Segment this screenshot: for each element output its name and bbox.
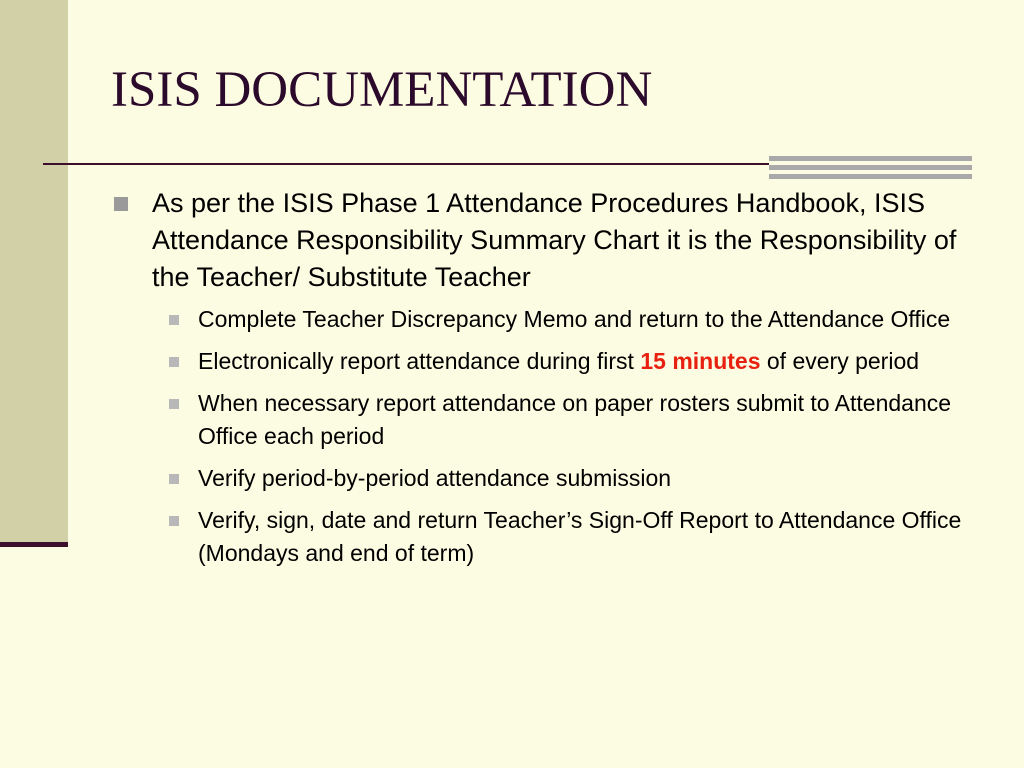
slide-title: ISIS DOCUMENTATION bbox=[111, 62, 653, 118]
left-bar-divider bbox=[0, 542, 68, 547]
left-decorative-bar bbox=[0, 0, 68, 545]
sub-bullet-text-after: of every period bbox=[760, 348, 920, 374]
sub-bullet-item bbox=[113, 387, 988, 453]
square-bullet-icon bbox=[169, 474, 179, 484]
sub-bullet-text: When necessary report attendance on paper rosters submit to Attendance Office each period bbox=[198, 390, 952, 449]
sub-bullet-item bbox=[113, 504, 988, 570]
sub-bullet-text: Verify, sign, date and return Teacher’s Sign-Off Report to Attendance Office (Mondays and end of term) bbox=[198, 507, 962, 566]
decorative-grey-bars bbox=[769, 156, 972, 180]
sub-bullet-text: Complete Teacher Discrepancy Memo and return to the Attendance Office bbox=[198, 306, 951, 332]
sub-bullet-list bbox=[113, 303, 993, 570]
sub-bullet-item bbox=[113, 303, 988, 336]
main-bullet-text: As per the ISIS Phase 1 Attendance Procedures Handbook, ISIS Attendance Responsibility Summary Chart it is the Responsibility of the Teacher/ Substitute Teacher bbox=[152, 188, 957, 292]
square-bullet-icon bbox=[114, 197, 128, 211]
highlight-text: 15 minutes bbox=[640, 348, 761, 374]
sub-bullet-item bbox=[113, 345, 988, 378]
square-bullet-icon bbox=[169, 399, 179, 409]
sub-bullet-item bbox=[113, 462, 988, 495]
square-bullet-icon bbox=[169, 516, 179, 526]
main-bullet bbox=[113, 185, 993, 296]
square-bullet-icon bbox=[169, 315, 179, 325]
title-divider bbox=[43, 163, 769, 165]
sub-bullet-text: Verify period-by-period attendance submission bbox=[198, 465, 672, 491]
square-bullet-icon bbox=[169, 357, 179, 367]
slide-body bbox=[113, 185, 993, 579]
sub-bullet-text-before: Electronically report attendance during first bbox=[198, 348, 641, 374]
